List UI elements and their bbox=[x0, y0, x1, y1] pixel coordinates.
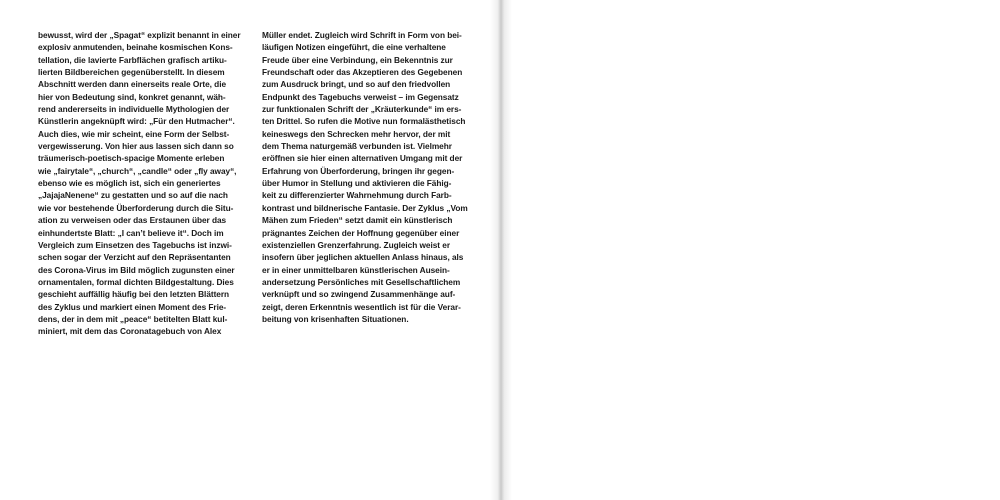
text-line: des Zyklus und markiert einen Moment des Frie- bbox=[38, 301, 227, 312]
text-line: geschieht auffällig häufig bei den letzten Blättern bbox=[38, 289, 230, 300]
text-line: „JajajaNenene“ zu gestatten und so auf die nach bbox=[38, 190, 228, 201]
text-line: Müller endet. Zugleich wird Schrift in Form von bei- bbox=[262, 30, 462, 40]
text-line: vergewisserung. Von hier aus lassen sich dann so bbox=[38, 141, 234, 152]
left-page-column-1 bbox=[38, 29, 252, 338]
text-line: rend andererseits in individuelle Mythologien der bbox=[38, 104, 230, 115]
text-line: andersetzung Persönliches mit Gesellschaftlichem bbox=[262, 276, 461, 287]
text-line: keineswegs den Schrecken mehr hervor, der mit bbox=[262, 128, 451, 139]
right-page bbox=[498, 0, 1000, 500]
text-line: wie „fairytale“, „church“, „candle“ oder „fly away“, bbox=[38, 165, 237, 176]
text-line: insofern über jeglichen aktuellen Anlass hinaus, als bbox=[262, 252, 464, 263]
text-line: keit zu differenzierter Wahrnehmung durch Farb- bbox=[262, 190, 452, 201]
text-line: Abschnitt werden dann einerseits reale Orte, die bbox=[38, 79, 227, 90]
text-line: explosiv anmutenden, beinahe kosmischen Kons- bbox=[38, 42, 233, 53]
text-line: Mähen zum Frieden“ setzt damit ein künstlerisch bbox=[262, 215, 453, 226]
text-line: ation zu verweisen oder das Erstaunen über das bbox=[38, 215, 227, 226]
text-line: ornamentalen, formal dichten Bildgestaltung. Dies bbox=[38, 276, 234, 287]
text-line: über Humor in Stellung und aktivieren die Fähig- bbox=[262, 178, 452, 189]
text-line: zeigt, deren Erkenntnis wesentlich ist für die Verar- bbox=[262, 301, 461, 312]
text-line: läufigen Notizen eingeführt, die eine verhaltene bbox=[262, 42, 446, 53]
left-page-column-2 bbox=[262, 29, 470, 325]
text-line: Künstlerin angeknüpft wird: „Für den Hutmacher“. bbox=[38, 116, 235, 127]
text-line: dem Thema naturgemäß verbunden ist. Vielmehr bbox=[262, 141, 452, 152]
text-line: Auch dies, wie mir scheint, eine Form der Selbst- bbox=[38, 128, 230, 139]
text-line: er in einer unmittelbaren künstlerischen Ausein- bbox=[262, 264, 450, 275]
text-line: beitung von krisenhaften Situationen. bbox=[262, 313, 409, 324]
text-line: schen sogar der Verzicht auf den Repräsentanten bbox=[38, 252, 231, 263]
text-line: Erfahrung von Überforderung, bringen ihr gegen- bbox=[262, 165, 455, 176]
text-line: existenziellen Grenzerfahrung. Zugleich weist er bbox=[262, 239, 451, 250]
text-line: ebenso wie es möglich ist, sich ein generiertes bbox=[38, 178, 221, 189]
text-line: dens, der in dem mit „peace“ betitelten Blatt kul- bbox=[38, 313, 228, 324]
text-line: Vergleich zum Einsetzen des Tagebuchs ist inzwi- bbox=[38, 239, 232, 250]
text-line: miniert, mit dem das Coronatagebuch von Alex bbox=[38, 326, 222, 337]
text-line: tellation, die lavierte Farbflächen grafisch artiku- bbox=[38, 54, 227, 65]
text-line: zur funktionalen Schrift der „Kräuterkunde“ im ers- bbox=[262, 104, 462, 115]
text-line: wie vor bestehende Überforderung durch die Situ- bbox=[38, 202, 234, 213]
text-line: verknüpft und so zwingend Zusammenhänge auf- bbox=[262, 289, 456, 300]
text-line: eröffnen sie hier einen alternativen Umgang mit der bbox=[262, 153, 463, 164]
left-page bbox=[0, 0, 498, 500]
text-line: zum Ausdruck bringt, und so auf den friedvollen bbox=[262, 79, 451, 90]
text-line: einhundertste Blatt: „I can’t believe it“. Doch im bbox=[38, 227, 224, 238]
text-line: hier von Bedeutung sind, konkret genannt, wäh- bbox=[38, 91, 226, 102]
text-line: Freude über eine Verbindung, ein Bekenntnis zur bbox=[262, 54, 453, 65]
text-line: prägnantes Zeichen der Hoffnung gegenüber einer bbox=[262, 227, 460, 238]
text-line: des Corona-Virus im Bild möglich zugunsten einer bbox=[38, 264, 235, 275]
text-line: ten Drittel. So rufen die Motive nun formalästhetisch bbox=[262, 116, 466, 127]
text-line: lierten Bildbereichen gegenüberstellt. In diesem bbox=[38, 67, 225, 78]
text-line: bewusst, wird der „Spagat“ explizit benannt in einer bbox=[38, 30, 241, 40]
text-line: kontrast und bildnerische Fantasie. Der Zyklus „Vom bbox=[262, 202, 468, 213]
text-line: Endpunkt des Tagebuchs verweist – im Gegensatz bbox=[262, 91, 459, 102]
text-line: Freundschaft oder das Akzeptieren des Gegebenen bbox=[262, 67, 463, 78]
text-line: träumerisch-poetisch-spacige Momente erleben bbox=[38, 153, 225, 164]
